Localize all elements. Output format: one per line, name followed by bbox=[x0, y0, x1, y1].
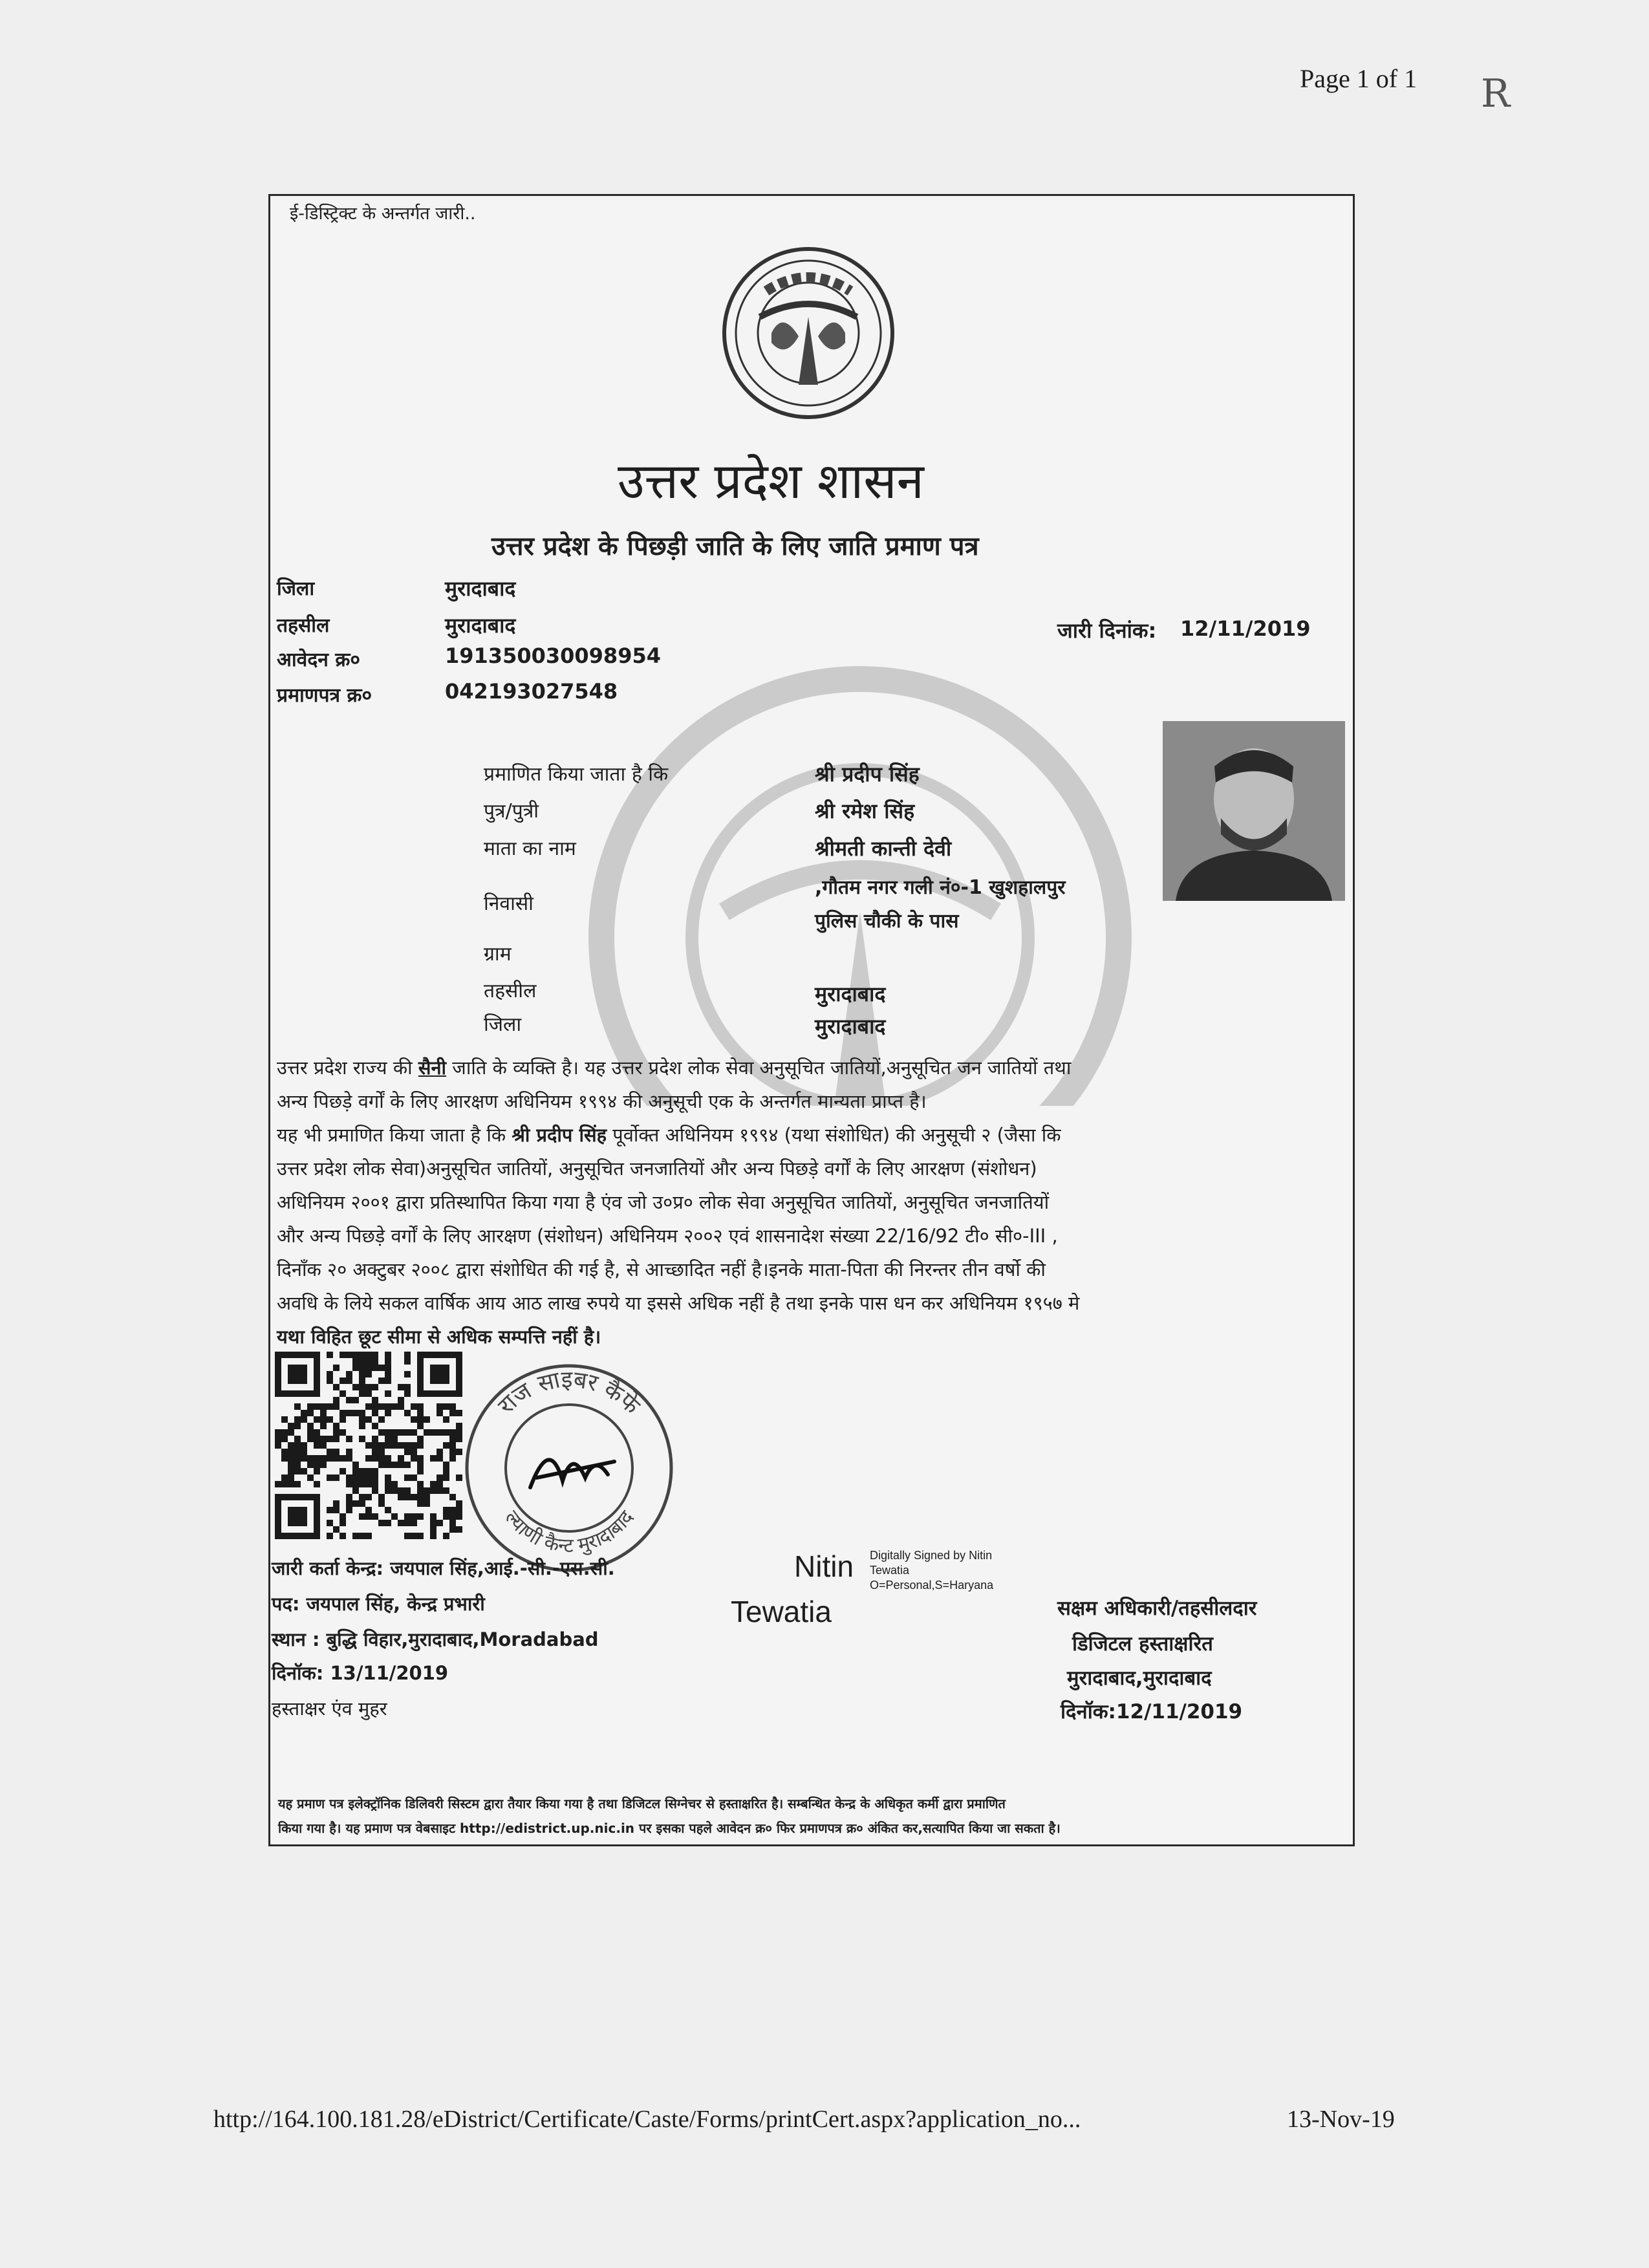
authority-signed: डिजिटल हस्ताक्षरित bbox=[1072, 1632, 1213, 1656]
digital-signer-last-name: Tewatia bbox=[731, 1595, 832, 1628]
verification-note bbox=[278, 1791, 1345, 1841]
application-number-label: आवेदन क्र० bbox=[277, 649, 361, 671]
handwritten-mark: R bbox=[1481, 71, 1511, 116]
body-line-3-start: यह भी प्रमाणित किया जाता है कि bbox=[277, 1124, 512, 1146]
district-label: जिला bbox=[277, 578, 315, 600]
tehsil-label: तहसील bbox=[277, 614, 330, 637]
issuer-place: स्थान : बुद्धि विहार,मुरादाबाद,Moradabad bbox=[272, 1628, 599, 1650]
person-district-label: जिला bbox=[484, 1013, 522, 1036]
digital-signer-first-name: Nitin bbox=[794, 1550, 854, 1583]
issuer-date: दिनॉक: 13/11/2019 bbox=[272, 1662, 449, 1684]
body-line-8: अवधि के लिये सकल वार्षिक आय आठ लाख रुपये या इससे अधिक नहीं है तथा इनके पास धन कर अधिनियम १९५७ मे bbox=[277, 1292, 1080, 1314]
caste-name: सैनी bbox=[418, 1057, 447, 1079]
certificate-number-label: प्रमाणपत्र क्र० bbox=[277, 684, 372, 707]
page-number: Page 1 of 1 bbox=[1300, 64, 1417, 93]
application-number-value: 191350030098954 bbox=[445, 643, 661, 668]
svg-text:राज साइबर कैफे bbox=[493, 1366, 646, 1420]
body-line-3 bbox=[277, 1118, 1061, 1152]
person-district-value: मुरादाबाद bbox=[815, 1014, 886, 1039]
seal-text-bottom: ल्याणी कैन्ट मुरादाबाद bbox=[500, 1506, 638, 1558]
tehsil-value: मुरादाबाद bbox=[445, 613, 516, 638]
person-tehsil-label: तहसील bbox=[484, 980, 537, 1002]
village-label: ग्राम bbox=[484, 943, 512, 966]
body-person-name: श्री प्रदीप सिंह bbox=[512, 1124, 607, 1146]
resident-label: निवासी bbox=[484, 892, 534, 915]
print-url: http://164.100.181.28/eDistrict/Certificate/Caste/Forms/printCert.aspx?application_no... bbox=[213, 2106, 1081, 2133]
applicant-photo bbox=[1163, 721, 1345, 901]
body-line-1-start: उत्तर प्रदेश राज्य की bbox=[277, 1057, 418, 1079]
digital-signature-detail-2: Tewatia bbox=[870, 1564, 910, 1577]
mother-name-label: माता का नाम bbox=[484, 837, 576, 860]
body-line-4: उत्तर प्रदेश लोक सेवा)अनुसूचित जातियों, अनुसूचित जनजातियों और अन्य पिछड़े वर्गों के लिए आरक्षण (संशोधन) bbox=[277, 1158, 1037, 1180]
person-tehsil-value: मुरादाबाद bbox=[815, 982, 886, 1006]
verification-note-line-1: यह प्रमाण पत्र इलेक्ट्रॉनिक डिलिवरी सिस्टम द्वारा तैयार किया गया है तथा डिजिटल सिग्नेचर से हस्ताक्षरित है। सम्बन्धित केन्द्र के अधिकृत कर्मी द्वारा प्रमाणित bbox=[278, 1796, 1006, 1811]
signature-and-seal-label: हस्ताक्षर एंव मुहर bbox=[272, 1698, 387, 1720]
issuing-centre: जारी कर्ता केन्द्र: जयपाल सिंह,आई.-सी.-एस.सी. bbox=[272, 1557, 615, 1579]
relation-label: पुत्र/पुत्री bbox=[484, 800, 539, 823]
body-line-7: दिनाँक २० अक्टुबर २००८ द्वारा संशोधित की गई है, से आच्छादित नहीं है।इनके माता-पिता की निरन्तर तीन वर्षो की bbox=[277, 1258, 1046, 1280]
body-line-1 bbox=[277, 1051, 1071, 1085]
digital-signature-detail-1: Digitally Signed by Nitin bbox=[870, 1549, 993, 1562]
issue-date-value: 12/11/2019 bbox=[1180, 616, 1311, 641]
issuer-post: पद: जयपाल सिंह, केन्द्र प्रभारी bbox=[272, 1593, 485, 1615]
verification-qr-code bbox=[275, 1352, 462, 1539]
certified-label: प्रमाणित किया जाता है कि bbox=[484, 763, 669, 786]
authority-date: दिनॉक:12/11/2019 bbox=[1061, 1700, 1243, 1723]
authority-place: मुरादाबाद,मुरादाबाद bbox=[1067, 1667, 1212, 1690]
handwritten-signature bbox=[530, 1460, 614, 1487]
government-heading: उत्तर प्रदेश शासन bbox=[618, 452, 924, 510]
mother-name: श्रीमती कान्ती देवी bbox=[815, 836, 952, 861]
body-line-2: अन्य पिछड़े वर्गों के लिए आरक्षण अधिनियम १९९४ की अनुसूची एक के अन्तर्गत मान्यता प्राप्त है। bbox=[277, 1090, 927, 1112]
body-line-5: अधिनियम २००१ द्वारा प्रतिस्थापित किया गया है एंव जो उ०प्र० लोक सेवा अनुसूचित जातियों, अनुसूचित जनजातियों bbox=[277, 1191, 1050, 1213]
address-line-1: ,गौतम नगर गली नं०-1 खुशहालपुर bbox=[815, 876, 1066, 899]
centre-seal-stamp bbox=[459, 1358, 679, 1581]
person-name: श्री प्रदीप सिंह bbox=[815, 762, 920, 786]
certificate-number-value: 042193027548 bbox=[445, 679, 618, 704]
district-value: मुरादाबाद bbox=[445, 576, 516, 601]
print-date: 13-Nov-19 bbox=[1287, 2106, 1395, 2133]
body-line-1-end: जाति के व्यक्ति है। यह उत्तर प्रदेश लोक सेवा अनुसूचित जातियों,अनुसूचित जन जातियों तथा bbox=[446, 1057, 1072, 1079]
verification-note-line-2: किया गया है। यह प्रमाण पत्र वेबसाइट http://edistrict.up.nic.in पर इसका पहले आवेदन क्र० फिर प्रमाणपत्र क्र० अंकित कर,सत्यापित किया जा सकता है। bbox=[278, 1820, 1061, 1836]
body-line-6: और अन्य पिछड़े वर्गों के लिए आरक्षण (संशोधन) अधिनियम २००२ एवं शासनादेश संख्या 22/16/92 टी० सी०-III , bbox=[277, 1225, 1058, 1247]
issue-date-label: जारी दिनांक: bbox=[1057, 618, 1157, 643]
issued-under-text: ई-डिस्ट्रिक्ट के अन्तर्गत जारी.. bbox=[290, 204, 476, 224]
body-line-3-end: पूर्वोक्त अधिनियम १९९४ (यथा संशोधित) की अनुसूची २ (जैसा कि bbox=[607, 1124, 1061, 1146]
digital-signature-detail-3: O=Personal,S=Haryana bbox=[870, 1579, 994, 1592]
seal-text-top: राज साइबर कैफे bbox=[493, 1366, 645, 1420]
father-name: श्री रमेश सिंह bbox=[815, 799, 915, 823]
address-line-2: पुलिस चौकी के पास bbox=[815, 910, 959, 933]
up-emblem-logo bbox=[721, 246, 896, 423]
certificate-title: उत्तर प्रदेश के पिछड़ी जाति के लिए जाति प्रमाण पत्र bbox=[491, 532, 979, 561]
authority-role: सक्षम अधिकारी/तहसीलदार bbox=[1057, 1597, 1257, 1620]
body-line-9: यथा विहित छूट सीमा से अधिक सम्पत्ति नहीं है। bbox=[277, 1326, 601, 1348]
